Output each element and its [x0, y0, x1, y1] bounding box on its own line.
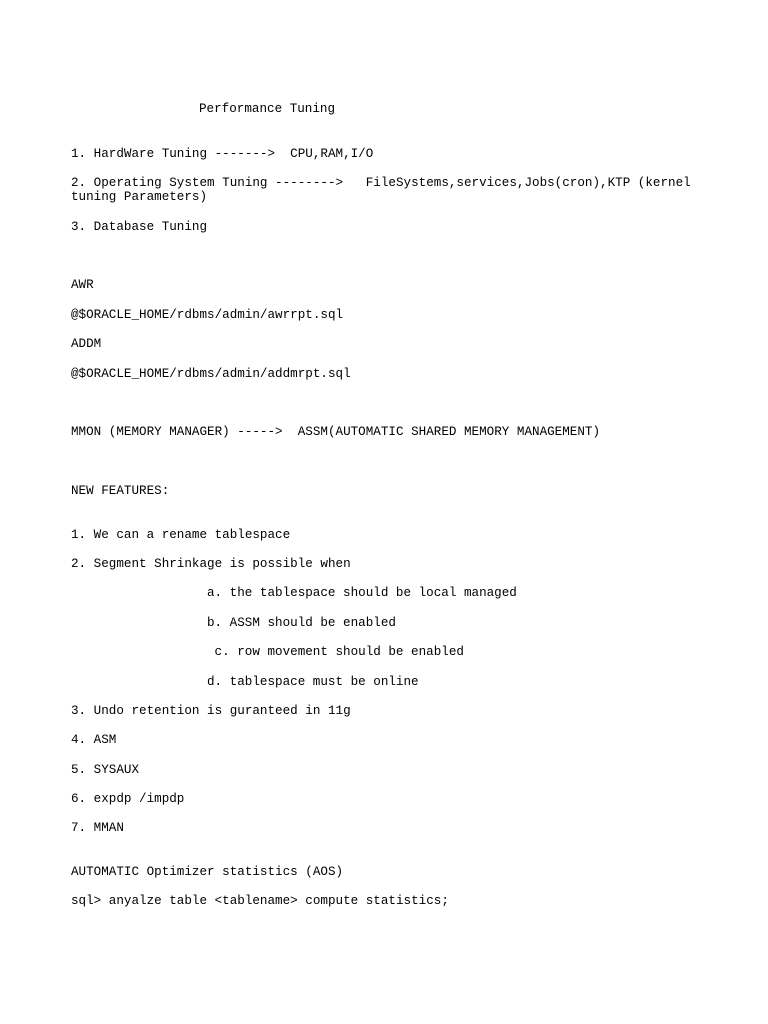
shrink-condition: d. tablespace must be online: [207, 675, 419, 689]
aos-heading: AUTOMATIC Optimizer statistics (AOS): [71, 865, 344, 879]
addm-label: ADDM: [71, 337, 102, 351]
mmon-line: MMON (MEMORY MANAGER) -----> ASSM(AUTOMATIC SHARED MEMORY MANAGEMENT): [71, 425, 601, 439]
awr-script-path: @$ORACLE_HOME/rdbms/admin/awrrpt.sql: [71, 308, 344, 322]
shrink-condition: b. ASSM should be enabled: [207, 616, 396, 630]
awr-label: AWR: [71, 278, 94, 292]
tuning-step: 1. HardWare Tuning -------> CPU,RAM,I/O: [71, 147, 374, 161]
feature-item: 4. ASM: [71, 733, 117, 747]
feature-item: 6. expdp /impdp: [71, 792, 185, 806]
addm-script-path: @$ORACLE_HOME/rdbms/admin/addmrpt.sql: [71, 367, 351, 381]
feature-item: 2. Segment Shrinkage is possible when: [71, 557, 351, 571]
feature-item: 5. SYSAUX: [71, 763, 140, 777]
page-title: Performance Tuning: [199, 102, 336, 116]
shrink-condition: c. row movement should be enabled: [207, 645, 464, 659]
sql-command: sql> anyalze table <tablename> compute statistics;: [71, 894, 449, 908]
feature-item: 1. We can a rename tablespace: [71, 528, 291, 542]
tuning-step: 2. Operating System Tuning --------> FileSystems,services,Jobs(cron),KTP (kernel tuning Parameters): [71, 176, 699, 204]
feature-item: 3. Undo retention is guranteed in 11g: [71, 704, 351, 718]
new-features-heading: NEW FEATURES:: [71, 484, 170, 498]
shrink-condition: a. the tablespace should be local managed: [207, 586, 517, 600]
tuning-step: 3. Database Tuning: [71, 220, 208, 234]
feature-item: 7. MMAN: [71, 821, 124, 835]
